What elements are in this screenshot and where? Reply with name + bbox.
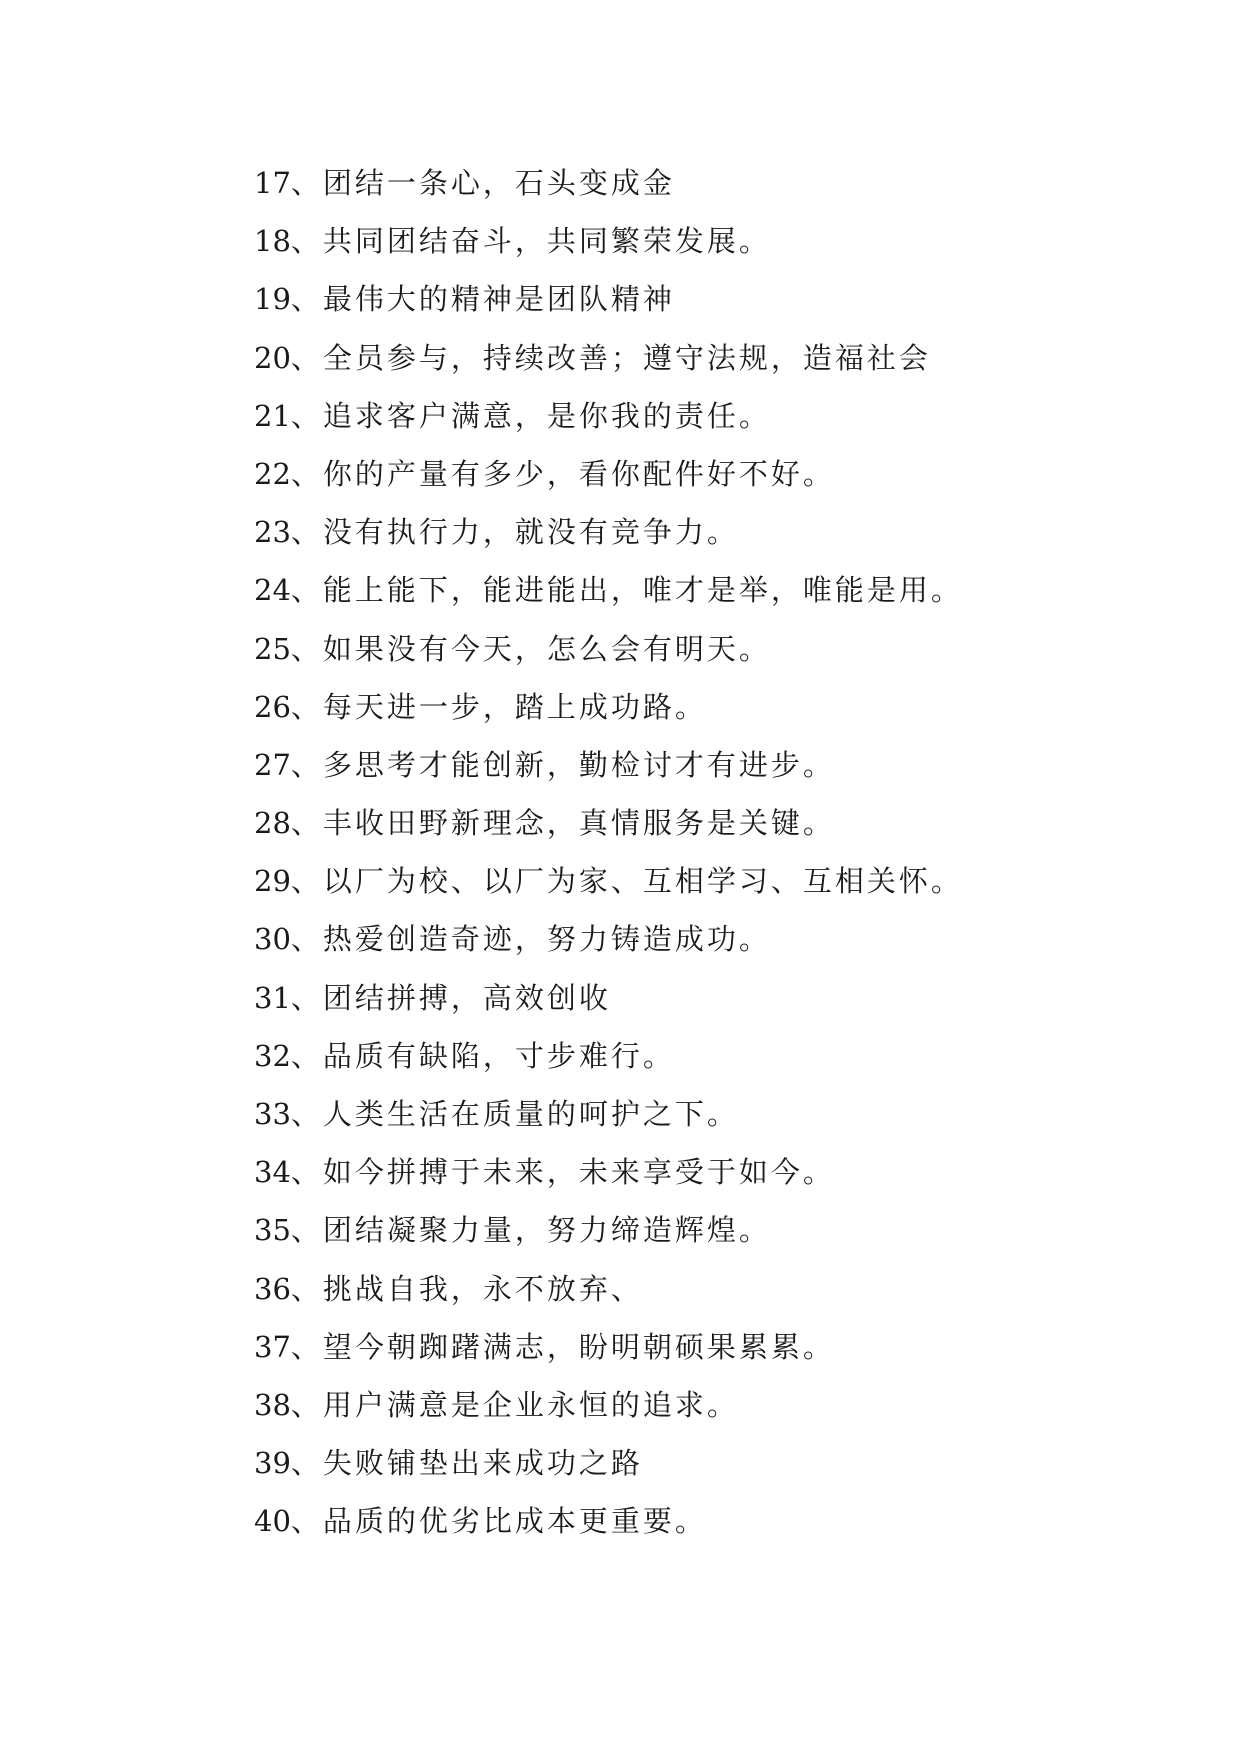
list-item bbox=[254, 387, 1154, 445]
list-item bbox=[254, 1318, 1154, 1376]
list-item bbox=[254, 969, 1154, 1027]
item-text: 、团结拼搏，高效创收 bbox=[290, 980, 611, 1015]
item-text: 、共同团结奋斗，共同繁荣发展。 bbox=[290, 224, 771, 259]
item-number: 17 bbox=[254, 166, 291, 200]
item-text: 、挑战自我，永不放弃、 bbox=[290, 1271, 643, 1306]
item-text: 、以厂为校、以厂为家、互相学习、互相关怀。 bbox=[290, 864, 963, 899]
item-text: 、品质的优劣比成本更重要。 bbox=[290, 1504, 707, 1539]
list-item bbox=[254, 1434, 1154, 1492]
item-number: 26 bbox=[254, 689, 291, 724]
item-text: 、如果没有今天，怎么会有明天。 bbox=[290, 631, 771, 666]
list-item bbox=[254, 1492, 1154, 1550]
item-number: 31 bbox=[254, 980, 291, 1015]
item-text: 、用户满意是企业永恒的追求。 bbox=[290, 1387, 739, 1422]
item-text: 、失败铺垫出来成功之路 bbox=[290, 1446, 643, 1481]
item-number: 36 bbox=[254, 1271, 291, 1306]
item-number: 24 bbox=[254, 573, 291, 608]
list-item bbox=[254, 445, 1154, 503]
item-text: 、能上能下，能进能出，唯才是举，唯能是用。 bbox=[290, 573, 963, 608]
list-item bbox=[254, 561, 1154, 619]
item-number: 30 bbox=[254, 922, 291, 957]
list-item bbox=[254, 1085, 1154, 1143]
item-text: 、你的产量有多少，看你配件好不好。 bbox=[290, 456, 835, 491]
item-text: 、团结一条心，石头变成金 bbox=[290, 166, 675, 200]
item-number: 34 bbox=[254, 1155, 291, 1190]
item-text: 、全员参与，持续改善；遵守法规，造福社会 bbox=[290, 340, 931, 375]
list-item bbox=[254, 620, 1154, 678]
list-item bbox=[254, 910, 1154, 968]
item-text: 、多思考才能创新，勤检讨才有进步。 bbox=[290, 747, 835, 782]
list-item bbox=[254, 154, 1154, 212]
item-number: 18 bbox=[254, 224, 291, 259]
item-number: 21 bbox=[254, 398, 291, 433]
list-item bbox=[254, 852, 1154, 910]
list-item bbox=[254, 212, 1154, 270]
item-number: 23 bbox=[254, 515, 291, 550]
list-item bbox=[254, 794, 1154, 852]
list-item bbox=[254, 1027, 1154, 1085]
list-item bbox=[254, 1376, 1154, 1434]
list-item bbox=[254, 1260, 1154, 1318]
list-item bbox=[254, 1201, 1154, 1259]
item-number: 19 bbox=[254, 282, 291, 317]
item-number: 29 bbox=[254, 864, 291, 899]
item-number: 37 bbox=[254, 1329, 291, 1364]
list-item bbox=[254, 503, 1154, 561]
item-text: 、团结凝聚力量，努力缔造辉煌。 bbox=[290, 1213, 771, 1248]
item-text: 、望今朝踟躇满志，盼明朝硕果累累。 bbox=[290, 1329, 835, 1364]
item-number: 27 bbox=[254, 747, 291, 782]
slogan-list bbox=[254, 154, 1154, 1551]
item-number: 20 bbox=[254, 340, 291, 375]
item-text: 、最伟大的精神是团队精神 bbox=[290, 282, 675, 317]
item-text: 、丰收田野新理念，真情服务是关键。 bbox=[290, 806, 835, 841]
item-number: 32 bbox=[254, 1038, 291, 1073]
item-text: 、人类生活在质量的呵护之下。 bbox=[290, 1097, 739, 1131]
list-item bbox=[254, 270, 1154, 328]
list-item bbox=[254, 329, 1154, 387]
item-text: 、品质有缺陷，寸步难行。 bbox=[290, 1038, 675, 1073]
item-number: 28 bbox=[254, 806, 291, 841]
item-number: 39 bbox=[254, 1446, 291, 1481]
list-item bbox=[254, 678, 1154, 736]
list-item bbox=[254, 1143, 1154, 1201]
item-number: 35 bbox=[254, 1213, 291, 1248]
item-number: 22 bbox=[254, 456, 291, 491]
list-item bbox=[254, 736, 1154, 794]
item-text: 、热爱创造奇迹，努力铸造成功。 bbox=[290, 922, 771, 957]
item-number: 25 bbox=[254, 631, 291, 666]
item-text: 、每天进一步，踏上成功路。 bbox=[290, 689, 707, 724]
item-text: 、如今拼搏于未来，未来享受于如今。 bbox=[290, 1155, 835, 1190]
item-number: 38 bbox=[254, 1387, 291, 1422]
item-number: 40 bbox=[254, 1504, 291, 1539]
item-text: 、没有执行力，就没有竞争力。 bbox=[290, 515, 739, 550]
item-number: 33 bbox=[254, 1097, 291, 1131]
item-text: 、追求客户满意，是你我的责任。 bbox=[290, 398, 771, 433]
